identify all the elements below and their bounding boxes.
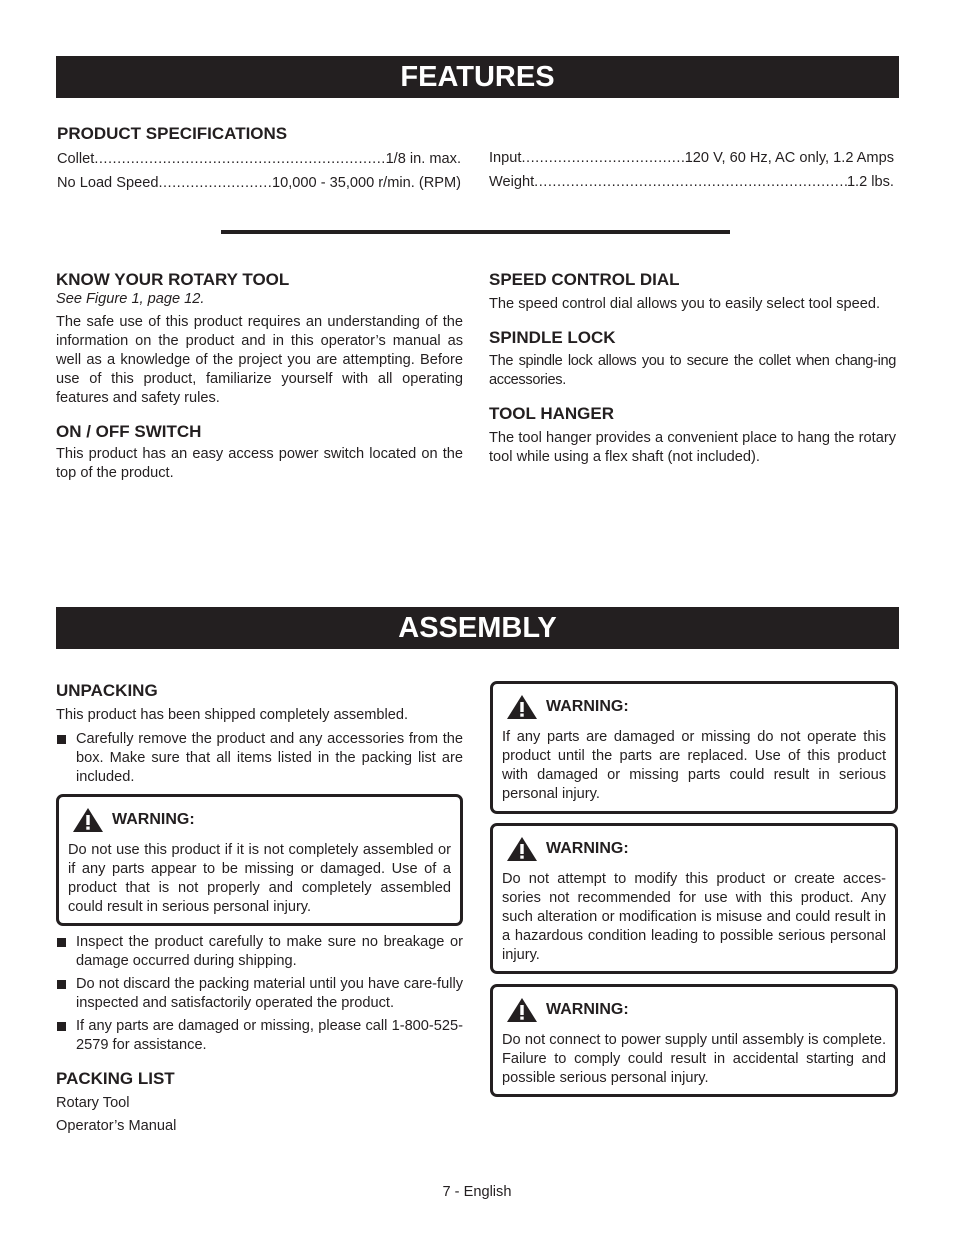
unpacking-bullet-3: Do not discard the packing material until you have care-fully inspected and satisfactorily operated the product. bbox=[56, 975, 463, 1013]
hanger-text: The tool hanger provides a convenient place to hang the rotary tool while using a flex shaft (not included). bbox=[489, 430, 896, 465]
warning-box-damaged-parts bbox=[490, 681, 898, 814]
warning-header: WARNING: bbox=[502, 694, 886, 720]
spindle-heading: SPINDLE LOCK bbox=[489, 328, 616, 347]
packing-item: Operator’s Manual bbox=[56, 1118, 177, 1134]
know-figure-ref: See Figure 1, page 12. bbox=[56, 291, 205, 307]
onoff-heading: ON / OFF SWITCH bbox=[56, 422, 202, 441]
page-footer: 7 - English bbox=[442, 1184, 512, 1200]
warning-text: Do not connect to power supply until assembly is complete. Failure to comply could result in accidental starting and possible serious personal injury. bbox=[502, 1032, 886, 1086]
warning-box-unpacking bbox=[56, 794, 463, 926]
warning-triangle-icon bbox=[506, 997, 538, 1023]
section-divider bbox=[221, 230, 730, 234]
warning-triangle-icon bbox=[506, 694, 538, 720]
packing-list-heading: PACKING LIST bbox=[56, 1069, 175, 1088]
unpacking-bullets bbox=[56, 933, 463, 1136]
warning-triangle-icon bbox=[506, 836, 538, 862]
speed-heading: SPEED CONTROL DIAL bbox=[489, 270, 680, 289]
product-specifications bbox=[57, 124, 461, 193]
features-left-column bbox=[56, 270, 463, 483]
spec-row-collet: Collet ..... 1/8 in. max. bbox=[57, 150, 461, 169]
onoff-text: This product has an easy access power switch located on the top of the product. bbox=[56, 446, 463, 481]
warning-text: If any parts are damaged or missing do not operate this product until the parts are replaced. Use of this product with damaged or missing parts could result in serious personal injury. bbox=[502, 729, 886, 802]
product-specifications-right bbox=[489, 149, 894, 192]
spec-row-input: Input ..... 120 V, 60 Hz, AC only, 1.2 Amps bbox=[489, 149, 894, 168]
features-banner: FEATURES bbox=[56, 56, 899, 98]
warning-triangle-icon bbox=[72, 807, 104, 833]
spindle-text: The spindle lock allows you to secure the collet when chang-ing accessories. bbox=[489, 353, 896, 388]
bullet-square bbox=[57, 1022, 66, 1031]
spec-row-weight: Weight ..... 1.2 lbs. bbox=[489, 173, 894, 192]
specs-heading: PRODUCT SPECIFICATIONS bbox=[57, 124, 288, 143]
know-heading: KNOW YOUR ROTARY TOOL bbox=[56, 270, 290, 289]
hanger-heading: TOOL HANGER bbox=[489, 404, 614, 423]
unpacking-bullet-2: Inspect the product carefully to make sure no breakage or damage occurred during shipping. bbox=[56, 933, 463, 971]
speed-text: The speed control dial allows you to easily select tool speed. bbox=[489, 296, 881, 312]
assembly-left-column bbox=[56, 681, 463, 787]
warning-header: WARNING: bbox=[502, 997, 886, 1023]
spec-row-no-load-speed: No Load Speed ..... 10,000 - 35,000 r/min. (RPM) bbox=[57, 174, 461, 193]
assembly-banner: ASSEMBLY bbox=[56, 607, 899, 649]
warning-box-modification bbox=[490, 823, 898, 974]
warning-text: Do not use this product if it is not completely assembled or if any parts appear to be missing or damaged. Use of a product that is not properly and completely assembled could result in serious personal injury. bbox=[68, 842, 451, 915]
packing-item: Rotary Tool bbox=[56, 1095, 130, 1111]
features-right-column bbox=[489, 270, 896, 467]
unpacking-intro: This product has been shipped completely assembled. bbox=[56, 707, 409, 723]
bullet-square bbox=[57, 938, 66, 947]
unpacking-bullet-4: If any parts are damaged or missing, please call 1-800-525-2579 for assistance. bbox=[56, 1017, 463, 1055]
know-text: The safe use of this product requires an understanding of the information on the product and in this operator’s manual as well as a knowledge of the project you are attempting. Before use of this product, familiarize yourself with all operating features and safety rules. bbox=[56, 314, 463, 406]
warning-header: WARNING: bbox=[502, 836, 886, 862]
warning-text: Do not attempt to modify this product or create acces-sories not recommended for use with this product. Any such alteration or modification is misuse and could result in a hazardous condition leading to possible serious personal injury. bbox=[502, 871, 886, 963]
unpacking-heading: UNPACKING bbox=[56, 681, 158, 700]
warning-box-power-supply bbox=[490, 984, 898, 1097]
warning-header: WARNING: bbox=[68, 807, 451, 833]
unpacking-bullet-1: Carefully remove the product and any accessories from the box. Make sure that all items listed in the packing list are included. bbox=[56, 730, 463, 787]
bullet-square bbox=[57, 735, 66, 744]
bullet-square bbox=[57, 980, 66, 989]
